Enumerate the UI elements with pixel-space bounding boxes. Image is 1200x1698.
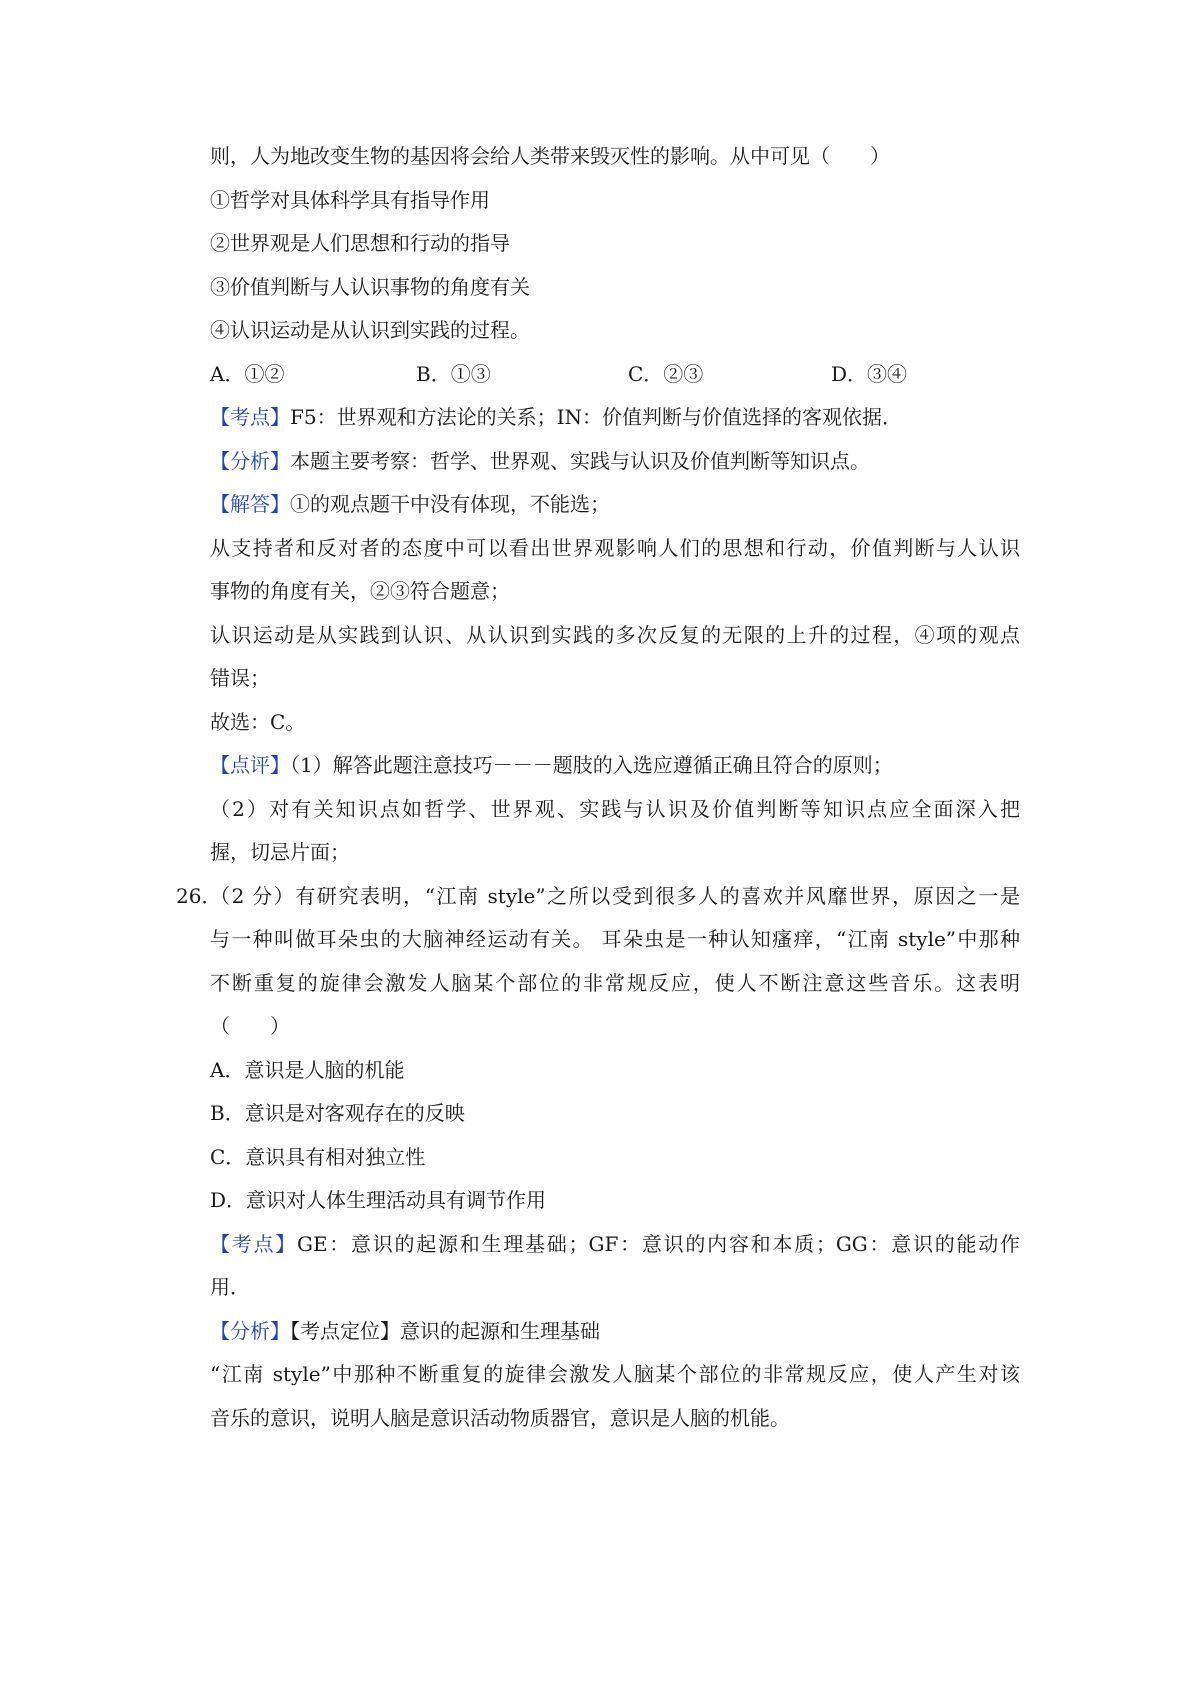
q26-kaodian (210, 1229, 1020, 1259)
q26-option-a: A．意识是人脑的机能 (210, 1058, 405, 1082)
q26-option-c: C．意识具有相对独立性 (210, 1145, 426, 1169)
q25-jieda (210, 489, 610, 519)
q26-fenxi-line-2: “江南 style”中那种不断重复的旋律会激发人脑某个部位的非常规反应，使人产生对该 (210, 1362, 1020, 1386)
q25-kaodian (210, 402, 902, 432)
kaodian-line-1: GE：意识的起源和生理基础；GF：意识的内容和本质；GG：意识的能动作 (296, 1232, 1020, 1256)
q25-jieda-line-2: 从支持者和反对者的态度中可以看出世界观影响人们的思想和行动，价值判断与人认识 (210, 536, 1020, 560)
q26-option-b: B．意识是对客观存在的反映 (210, 1101, 465, 1125)
q26-stem-line-2: 与一种叫做耳朵虫的大脑神经运动有关。 耳朵虫是一种认知瘙痒，“江南 style”中那种 (210, 927, 1020, 951)
q26-kaodian-line-2: 用． (210, 1275, 250, 1299)
jieda-line-1: ①的观点题干中没有体现，不能选； (290, 492, 610, 516)
q25-jieda-line-3: 事物的角度有关，②③符合题意； (210, 579, 510, 603)
q25-jieda-line-4: 认识运动是从实践到认识、从认识到实践的多次反复的无限的上升的过程，④项的观点 (210, 623, 1020, 647)
q26-stem-line-1: （2 分）有研究表明，“江南 style”之所以受到很多人的喜欢并风靡世界，原因之一是 (210, 884, 1020, 908)
q25-option-b: B．①③ (416, 362, 491, 386)
q26-fenxi-line-3: 音乐的意识，说明人脑是意识活动物质器官，意识是人脑的机能。 (210, 1406, 790, 1430)
q25-option-a: A．①② (210, 362, 285, 386)
q25-dianping-line-2: （2）对有关知识点如哲学、世界观、实践与认识及价值判断等知识点应全面深入把 (210, 797, 1020, 821)
q25-option-c: C．②③ (628, 362, 704, 386)
q25-option-d: D．③④ (831, 362, 908, 386)
q26-number: 26． (176, 884, 222, 908)
q25-jieda-line-5: 错误； (210, 666, 270, 690)
q25-jieda-line-6: 故选：C。 (210, 710, 306, 734)
q26-stem-line-4: （ ） (210, 1014, 290, 1038)
kaodian-text: F5：世界观和方法论的关系；IN：价值判断与价值选择的客观依据． (290, 405, 903, 429)
q25-statement-1: ①哲学对具体科学具有指导作用 (210, 188, 490, 212)
kaodian-tag: 【考点】 (210, 1232, 297, 1256)
q25-fenxi (210, 446, 870, 476)
fenxi-text: 本题主要考察：哲学、世界观、实践与认识及价值判断等知识点。 (290, 449, 870, 473)
q26-stem-line-3: 不断重复的旋律会激发人脑某个部位的非常规反应，使人不断注意这些音乐。这表明 (210, 971, 1020, 995)
fenxi-tag: 【分析】 (210, 1319, 290, 1343)
dianping-line-1: （1）解答此题注意技巧－－－题肢的入选应遵循正确且符合的原则； (290, 753, 893, 777)
q25-statement-3: ③价值判断与人认识事物的角度有关 (210, 275, 530, 299)
q25-stem-tail: 则，人为地改变生物的基因将会给人类带来毁灭性的影响。从中可见（ ） (210, 144, 890, 168)
jieda-tag: 【解答】 (210, 492, 290, 516)
q26-fenxi (210, 1316, 600, 1346)
q25-dianping-line-3: 握，切忌片面； (210, 840, 350, 864)
q25-statement-4: ④认识运动是从认识到实践的过程。 (210, 318, 530, 342)
q26-option-d: D．意识对人体生理活动具有调节作用 (210, 1188, 547, 1212)
fenxi-tag: 【分析】 (210, 449, 290, 473)
fenxi-line-1: 【考点定位】意识的起源和生理基础 (290, 1319, 600, 1343)
dianping-tag: 【点评】 (210, 753, 290, 777)
q25-statement-2: ②世界观是人们思想和行动的指导 (210, 231, 510, 255)
kaodian-tag: 【考点】 (210, 405, 290, 429)
q25-dianping (210, 750, 893, 780)
